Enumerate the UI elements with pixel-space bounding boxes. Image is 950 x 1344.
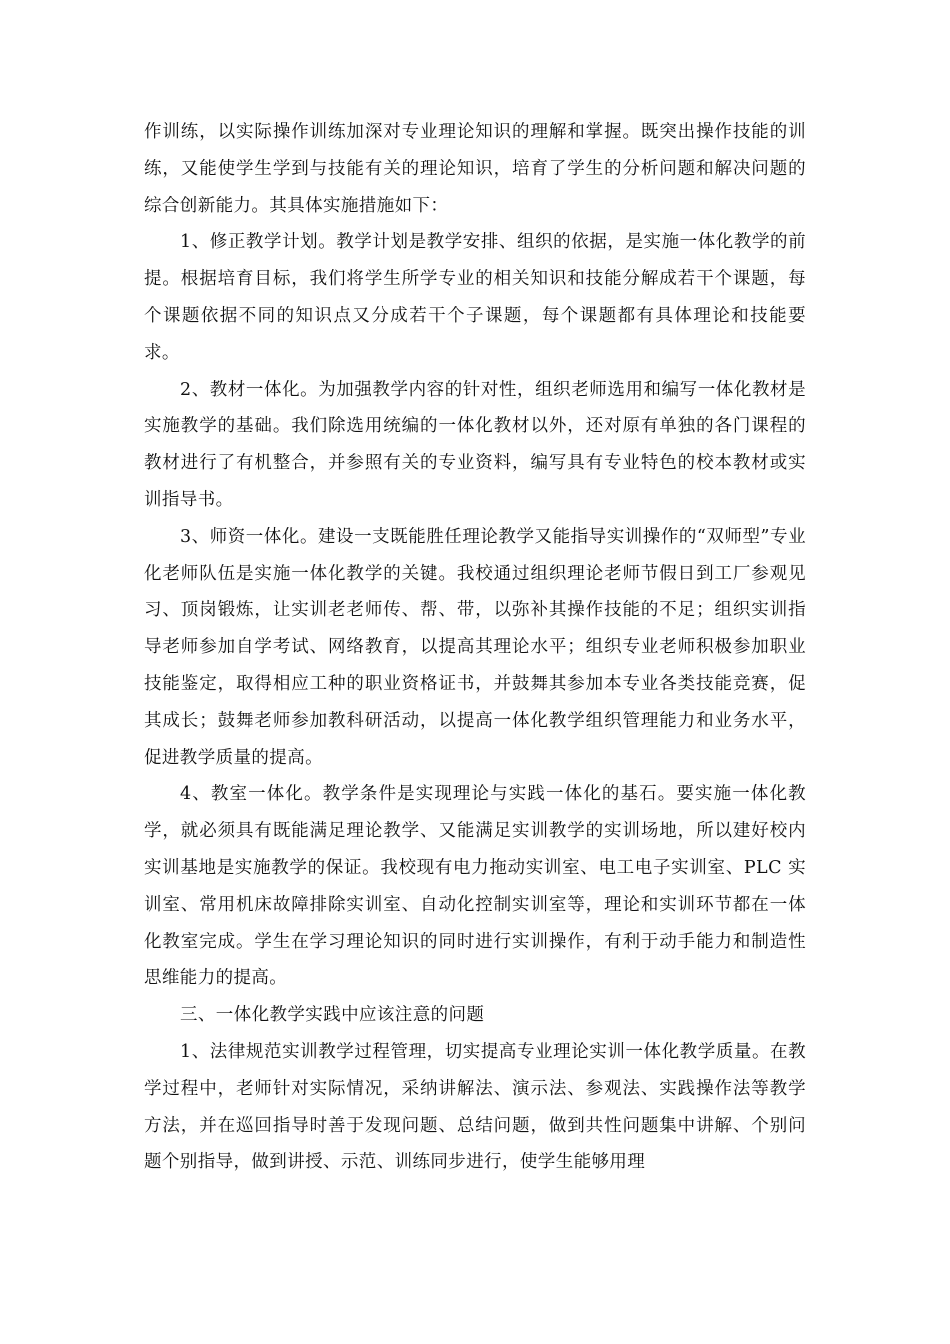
paragraph-classroom: 4、教室一体化。教学条件是实现理论与实践一体化的基石。要实施一体化教学，就必须具有既能满足理论教学、又能满足实训教学的实训场地，所以建好校内实训基地是实施教学的保证。我校现有电力拖动实训室、电工电子实训室、PLC 实训室、常用机床故障排除实训室、自动化控制实训室等，理论和实训环节都在一体化教室完成。学生在学习理论知识的同时进行实训操作，有利于动手能力和制造性思维能力的提高。 (144, 784, 806, 989)
paragraph-teaching-plan: 1、修正教学计划。教学计划是教学安排、组织的依据，是实施一体化教学的前提。根据培育目标，我们将学生所学专业的相关知识和技能分解成若干个课题，每个课题依据不同的知识点又分成若干个子课题，每个课题都有具体理论和技能要求。 (144, 232, 806, 363)
document-body (144, 114, 806, 1181)
paragraph-intro: 作训练，以实际操作训练加深对专业理论知识的理解和掌握。既突出操作技能的训练，又能使学生学到与技能有关的理论知识，培育了学生的分析问题和解决问题的综合创新能力。其具体实施措施如下： (144, 122, 806, 216)
paragraph-process-management: 1、法律规范实训教学过程管理，切实提高专业理论实训一体化教学质量。在教学过程中，老师针对实际情况，采纳讲解法、演示法、参观法、实践操作法等教学方法，并在巡回指导时善于发现问题、总结问题，做到共性问题集中讲解、个别问题个别指导，做到讲授、示范、训练同步进行，使学生能够用理 (144, 1041, 806, 1173)
section-heading: 三、一体化教学实践中应该注意的问题 (180, 1005, 485, 1026)
paragraph-textbook: 2、教材一体化。为加强教学内容的针对性，组织老师选用和编写一体化教材是实施教学的基础。我们除选用统编的一体化教材以外，还对原有单独的各门课程的教材进行了有机整合，并参照有关的专业资料，编写具有专业特色的校本教材或实训指导书。 (144, 379, 806, 510)
paragraph-faculty: 3、师资一体化。建设一支既能胜任理论教学又能指导实训操作的“双师型”专业化老师队伍是实施一体化教学的关键。我校通过组织理论老师节假日到工厂参观见习、顶岗锻炼，让实训老老师传、帮、带，以弥补其操作技能的不足；组织实训指导老师参加自学考试、网络教育，以提高其理论水平；组织专业老师积极参加职业技能鉴定，取得相应工种的职业资格证书，并鼓舞其参加本专业各类技能竞赛，促其成长；鼓舞老师参加教科研活动，以提高一体化教学组织管理能力和业务水平，促进教学质量的提高。 (144, 526, 806, 768)
